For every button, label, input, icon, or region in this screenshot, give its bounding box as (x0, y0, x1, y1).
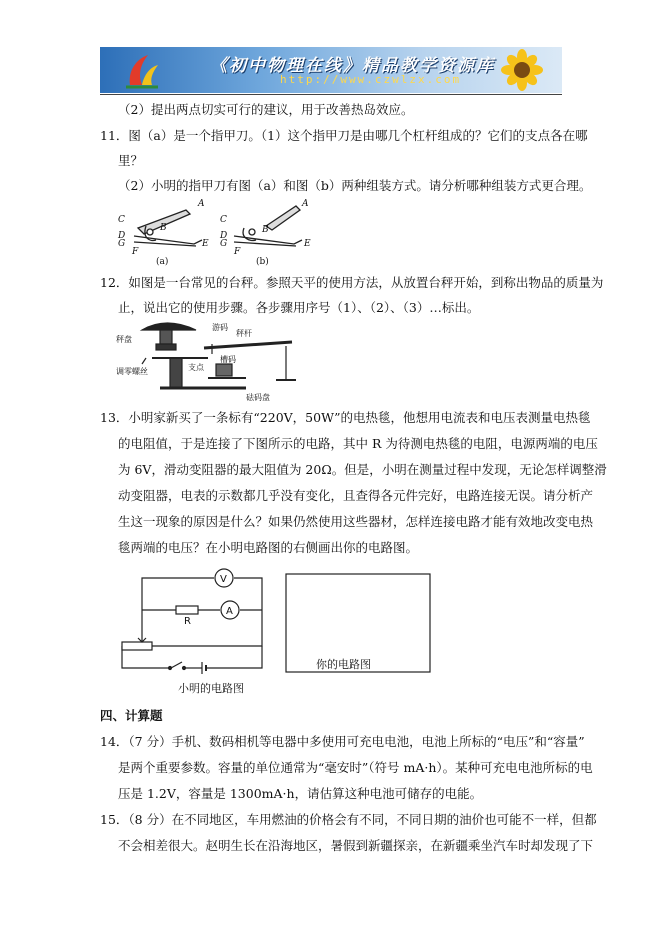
section-heading-calc: 四、计算题 (100, 708, 163, 723)
q13-stem-2: 的电阻值，于是连接了下图所示的电路，其中 R 为待测电热毯的电阻，电源两端的电压 (118, 436, 598, 451)
point-e-b: E (304, 239, 311, 249)
header-divider (100, 94, 562, 95)
label-weight-pan: 砝码盘 (246, 393, 270, 402)
q11-stem-cont: 里？ (118, 153, 144, 168)
label-a: (a) (156, 257, 169, 266)
q12-stem: 12．如图是一台常见的台秤。参照天平的使用方法，从放置台秤开始，到称出物品的质量为 (100, 275, 604, 290)
label-slider: 游码 (212, 323, 228, 332)
banner-url[interactable]: http://www.czwlzx.com (280, 73, 462, 86)
label-zero-screw: 调零螺丝 (116, 367, 148, 376)
nail-clipper-figure (116, 196, 326, 266)
q13-stem-3: 为 6V，滑动变阻器的最大阻值为 20Ω。但是，小明在测量过程中发现，无论怎样调整滑 (118, 462, 607, 477)
point-b-b: B (262, 225, 269, 235)
header-banner (100, 47, 562, 93)
ammeter-label: A (226, 606, 233, 617)
point-d-b: D (220, 231, 228, 241)
label-pan: 秤盘 (116, 335, 132, 344)
q10-part2: （2）提出两点切实可行的建议，用于改善热岛效应。 (118, 102, 414, 117)
caption-yours: 你的电路图 (316, 658, 371, 671)
label-groove: 槽码 (220, 355, 236, 364)
q13-stem-4: 动变阻器，电表的示数都几乎没有变化，且查得各元件完好，电路连接无误。请分析产 (118, 488, 594, 503)
sunflower-icon (492, 49, 552, 91)
q14-stem-2: 是两个重要参数。容量的单位通常为“毫安时”（符号 mA·h）。某种可充电电池所标的电 (118, 760, 593, 775)
q15-stem-1: 15．（8 分）在不同地区，车用燃油的价格会有不同，不同日期的油价也可能不一样，但都 (100, 812, 597, 827)
q13-stem-1: 13．小明家新买了一条标有“220V，50W”的电热毯，他想用电流表和电压表测量电热毯 (100, 410, 591, 425)
banner-title: 《初中物理在线》精品教学资源库 (210, 56, 495, 76)
caption-xiaoming: 小明的电路图 (178, 682, 244, 695)
point-c-b: C (220, 215, 227, 225)
q15-stem-2: 不会相差很大。赵明生长在沿海地区，暑假到新疆探亲，在新疆乘坐汽车时却发现了下 (118, 838, 594, 853)
point-e-a: E (202, 239, 209, 249)
platform-scale-figure (116, 318, 302, 402)
q14-stem-3: 压是 1.2V，容量是 1300mA·h，请估算这种电池可储存的电能。 (118, 786, 483, 801)
site-logo-icon (122, 51, 162, 89)
voltmeter-label: V (220, 574, 227, 585)
q11-part2: （2）小明的指甲刀有图（a）和图（b）两种组装方式。请分析哪种组装方式更合理。 (118, 178, 592, 193)
point-f-a: F (132, 247, 139, 257)
point-a-b: A (302, 199, 309, 209)
resistor-label: R (184, 616, 191, 627)
point-g-b: G (220, 239, 228, 249)
q14-stem-1: 14．（7 分）手机、数码相机等电器中多使用可充电电池，电池上所标的“电压”和“容量” (100, 734, 585, 749)
q13-stem-5: 生这一现象的原因是什么？如果仍然使用这些器材，怎样连接电路才能有效地改变电热 (118, 514, 594, 529)
point-f-b: F (234, 247, 241, 257)
point-d-a: D (118, 231, 126, 241)
q12-stem-cont: 止，说出它的使用步骤。各步骤用序号（1）、（2）、（3）…标出。 (118, 300, 480, 315)
label-beam: 秤杆 (236, 329, 252, 338)
point-c-a: C (118, 215, 125, 225)
point-b-a: B (160, 223, 167, 233)
label-pivot: 支点 (188, 363, 204, 372)
circuit-figure (116, 566, 436, 700)
label-b: (b) (256, 257, 269, 266)
point-a-a: A (198, 199, 205, 209)
q13-stem-6: 毯两端的电压？在小明电路图的右侧画出你的电路图。 (118, 540, 419, 555)
q11-stem: 11．图（a）是一个指甲刀。（1）这个指甲刀是由哪几个杠杆组成的？它们的支点各在哪 (100, 128, 588, 143)
point-g-a: G (118, 239, 126, 249)
